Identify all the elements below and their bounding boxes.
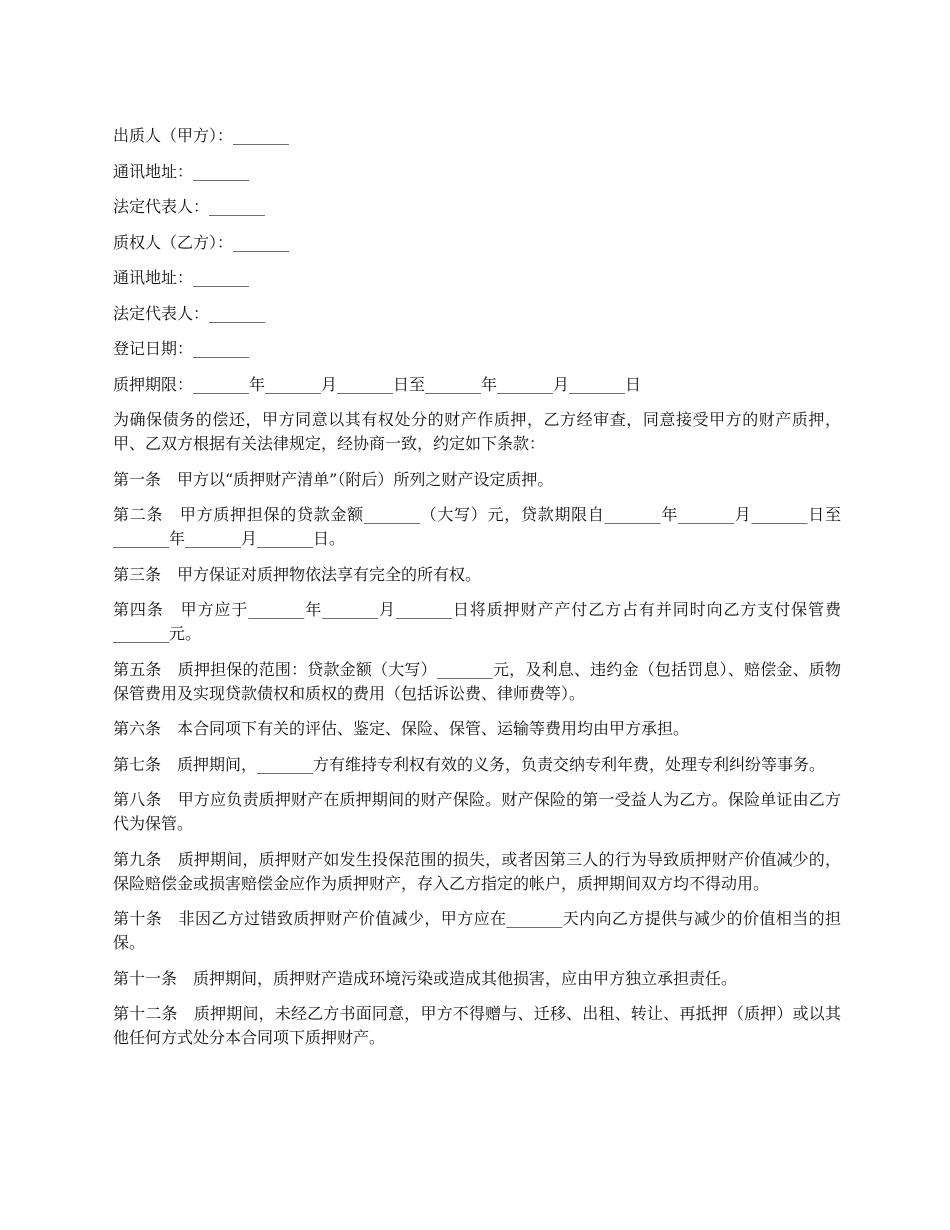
- article-5: 第五条 质押担保的范围：贷款金额（大写）_______元，及利息、违约金（包括罚息）、赔偿金、质物保管费用及实现贷款债权和质权的费用（包括诉讼费、律师费等）。: [113, 659, 841, 703]
- article-4: 第四条 甲方应于_______年_______月_______日将质押财产产付乙方占有并同时向乙方支付保管费_______元。: [113, 600, 841, 643]
- article-7: 第七条 质押期间，_______方有维持专利权有效的义务，负责交纳专利年费，处理专利纠纷等事务。: [113, 754, 826, 774]
- registration-date-field: 登记日期：_______: [113, 339, 250, 358]
- pledgee-field: 质权人（乙方）：_______: [113, 232, 290, 252]
- contract-body: [113, 124, 841, 1062]
- pledgor-address-field: 通讯地址：_______: [113, 161, 250, 181]
- article-8: 第八条 甲方应负责质押财产在质押期间的财产保险。财产保险的第一受益人为乙方。保险单证由乙方代为保管。: [113, 790, 841, 833]
- article-6: 第六条 本合同项下有关的评估、鉴定、保险、保管、运输等费用均由甲方承担。: [113, 719, 690, 738]
- preamble-paragraph: 为确保债务的偿还，甲方同意以其有权处分的财产作质押，乙方经审查，同意接受甲方的财产质押，甲、乙双方根据有关法律规定，经协商一致，约定如下条款：: [113, 410, 841, 453]
- pledgor-field: 出质人（甲方）：_______: [113, 126, 290, 145]
- article-9: 第九条 质押期间，质押财产如发生投保范围的损失，或者因第三人的行为导致质押财产价值减少的，保险赔偿金或损害赔偿金应作为质押财产，存入乙方指定的帐户，质押期间双方均不得动用。: [113, 849, 841, 893]
- pledgor-representative-field: 法定代表人：_______: [113, 197, 266, 216]
- article-3: 第三条 甲方保证对质押物依法享有完全的所有权。: [113, 564, 482, 584]
- article-11: 第十一条 质押期间，质押财产造成环境污染或造成其他损害，应由甲方独立承担责任。: [113, 968, 738, 988]
- pledgee-representative-field: 法定代表人：_______: [113, 303, 266, 323]
- article-10: 第十条 非因乙方过错致质押财产价值减少，甲方应在_______天内向乙方提供与减少的价值相当的担保。: [113, 909, 841, 952]
- article-12: 第十二条 质押期间，未经乙方书面同意，甲方不得赠与、迁移、出租、转让、再抵押（质押）或以其他任何方式处分本合同项下质押财产。: [113, 1004, 841, 1047]
- article-2: 第二条 甲方质押担保的贷款金额_______（大写）元，贷款期限自_______年_______月_______日至_______年_______月_______日。: [113, 505, 841, 548]
- article-1: 第一条 甲方以“质押财产清单”（附后）所列之财产设定质押。: [113, 469, 554, 489]
- pledge-term-field: 质押期限：_______年_______月_______日至_______年_______月_______日: [113, 374, 642, 394]
- pledgee-address-field: 通讯地址：_______: [113, 268, 250, 287]
